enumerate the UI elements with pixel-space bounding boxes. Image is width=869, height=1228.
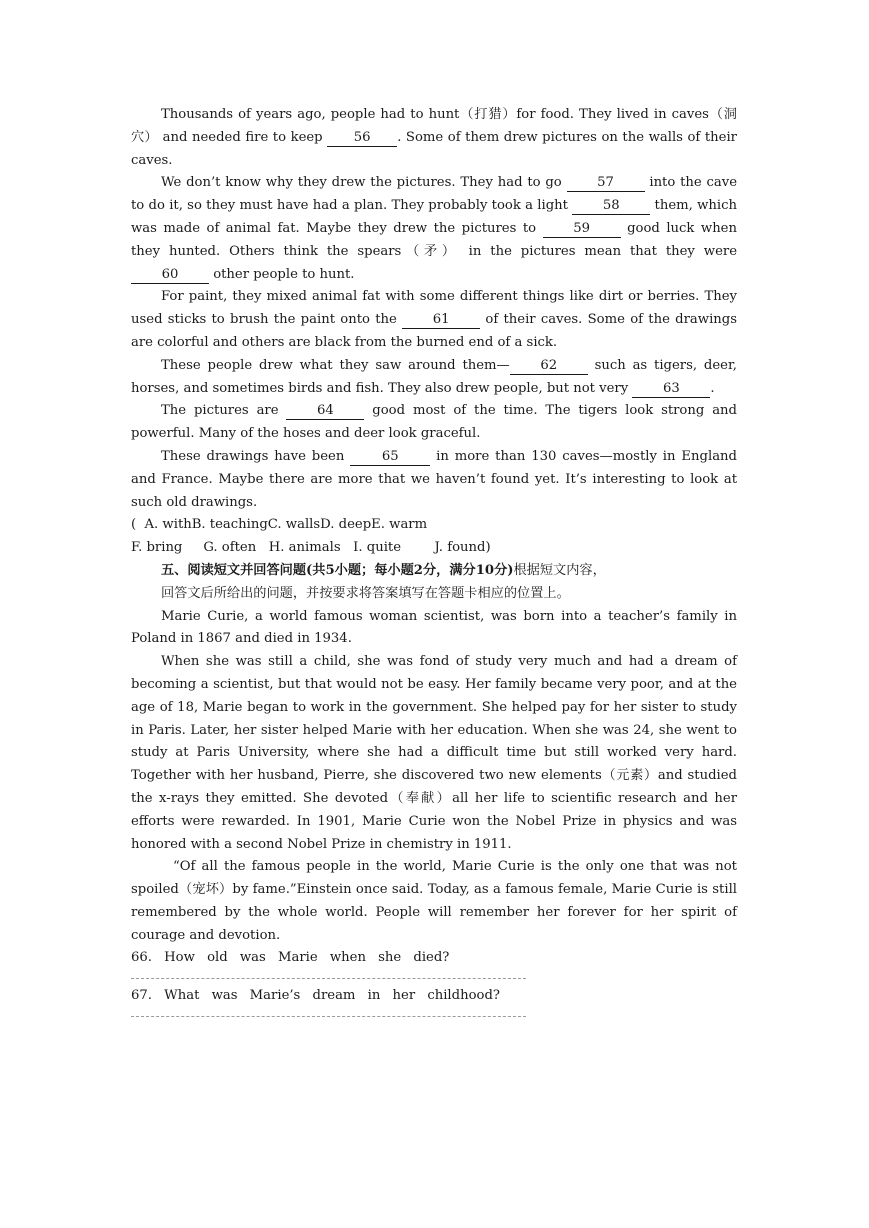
passage2-paragraph-2: When she was still a child, she was fond of study very much and had a dream of becoming a scientist, but that would not be easy. Her family became very poor, and at the age of 18, Marie began to work in the government. She helped pay for her sister to study in Paris. Later, her sister helped Marie with her education. When she was 24, she went to study at Paris University, where she had a difficult time but still worked very hard. Together with her husband, Pierre, she discovered two new elements（元素）and studied the x-rays they emitted. She devoted（奉献）all her life to scientific research and her efforts were rewarded. In 1901, Marie Curie won the Nobel Prize in physics and was honored with a second Nobel Prize in chemistry in 1911. xyxy=(131,654,737,852)
blank-65: 65 xyxy=(350,449,430,466)
blank-64: 64 xyxy=(286,403,364,420)
section-title: 五、阅读短文并回答问题(共5小题；每小题2分，满分10分) xyxy=(161,562,514,578)
section-heading xyxy=(131,560,737,583)
blank-58: 58 xyxy=(572,198,650,215)
question-67: 67. What was Marie’s dream in her childhood? xyxy=(131,988,500,1004)
passage1-paragraph-6: These drawings have been 65 in more than 130 caves—mostly in England and France. Maybe there are more that we haven’t found yet. It’s interesting to look at such old drawings. xyxy=(131,448,737,510)
blank-56: 56 xyxy=(327,130,397,147)
passage1-paragraph-4: These people drew what they saw around them— 62 such as tigers, deer, horses, and sometimes birds and fish. They also drew people, but not very 63 . xyxy=(131,357,737,396)
section-instruction: 根据短文内容， xyxy=(513,562,606,578)
blank-60: 60 xyxy=(131,267,209,284)
blank-59: 59 xyxy=(543,221,621,238)
passage1-paragraph-2: We don’t know why they drew the pictures. They had to go 57 into the cave to do it, so they must have had a plan. They probably took a light 58 them, which was made of animal fat. Maybe they drew the pictures to 59 good luck when they hunted. Others think the spears（矛） in the pictures mean that they were 60 other people to hunt. xyxy=(131,175,737,282)
blank-63: 63 xyxy=(632,381,710,398)
question-66: 66. How old was Marie when she died? xyxy=(131,950,450,966)
answer-line-67[interactable] xyxy=(131,1016,526,1017)
options-line-1: ( A. withB. teachingC. wallsD. deepE. warm xyxy=(131,517,428,533)
passage1-paragraph-1: Thousands of years ago, people had to hunt（打猎）for food. They lived in caves（洞穴） and needed fire to keep 56 . Some of them drew pictures on the walls of their caves. xyxy=(131,107,737,168)
passage1-paragraph-5: The pictures are 64 good most of the time. The tigers look strong and powerful. Many of the hoses and deer look graceful. xyxy=(131,403,737,442)
passage2-paragraph-3: “Of all the famous people in the world, Marie Curie is the only one that was not spoiled（宠坏）by fame.”Einstein once said. Today, as a famous female, Marie Curie is still remembered by the whole world. People will remember her forever for her spirit of courage and devotion. xyxy=(131,859,737,943)
document-page xyxy=(131,104,737,1023)
section-instruction-line2: 回答文后所给出的问题，并按要求将答案填写在答题卡相应的位置上。 xyxy=(161,585,570,601)
blank-61: 61 xyxy=(402,312,480,329)
answer-line-66[interactable] xyxy=(131,978,526,979)
passage1-paragraph-3: For paint, they mixed animal fat with some different things like dirt or berries. They used sticks to brush the paint onto the 61 of their caves. Some of the drawings are colorful and others are black from the burned end of a sick. xyxy=(131,289,737,350)
blank-57: 57 xyxy=(567,175,645,192)
passage2-paragraph-1: Marie Curie, a world famous woman scientist, was born into a teacher’s family in Poland in 1867 and died in 1934. xyxy=(131,608,737,647)
options-line-2: F. bring G. often H. animals I. quite J. found) xyxy=(131,540,491,556)
blank-62: 62 xyxy=(510,358,588,375)
